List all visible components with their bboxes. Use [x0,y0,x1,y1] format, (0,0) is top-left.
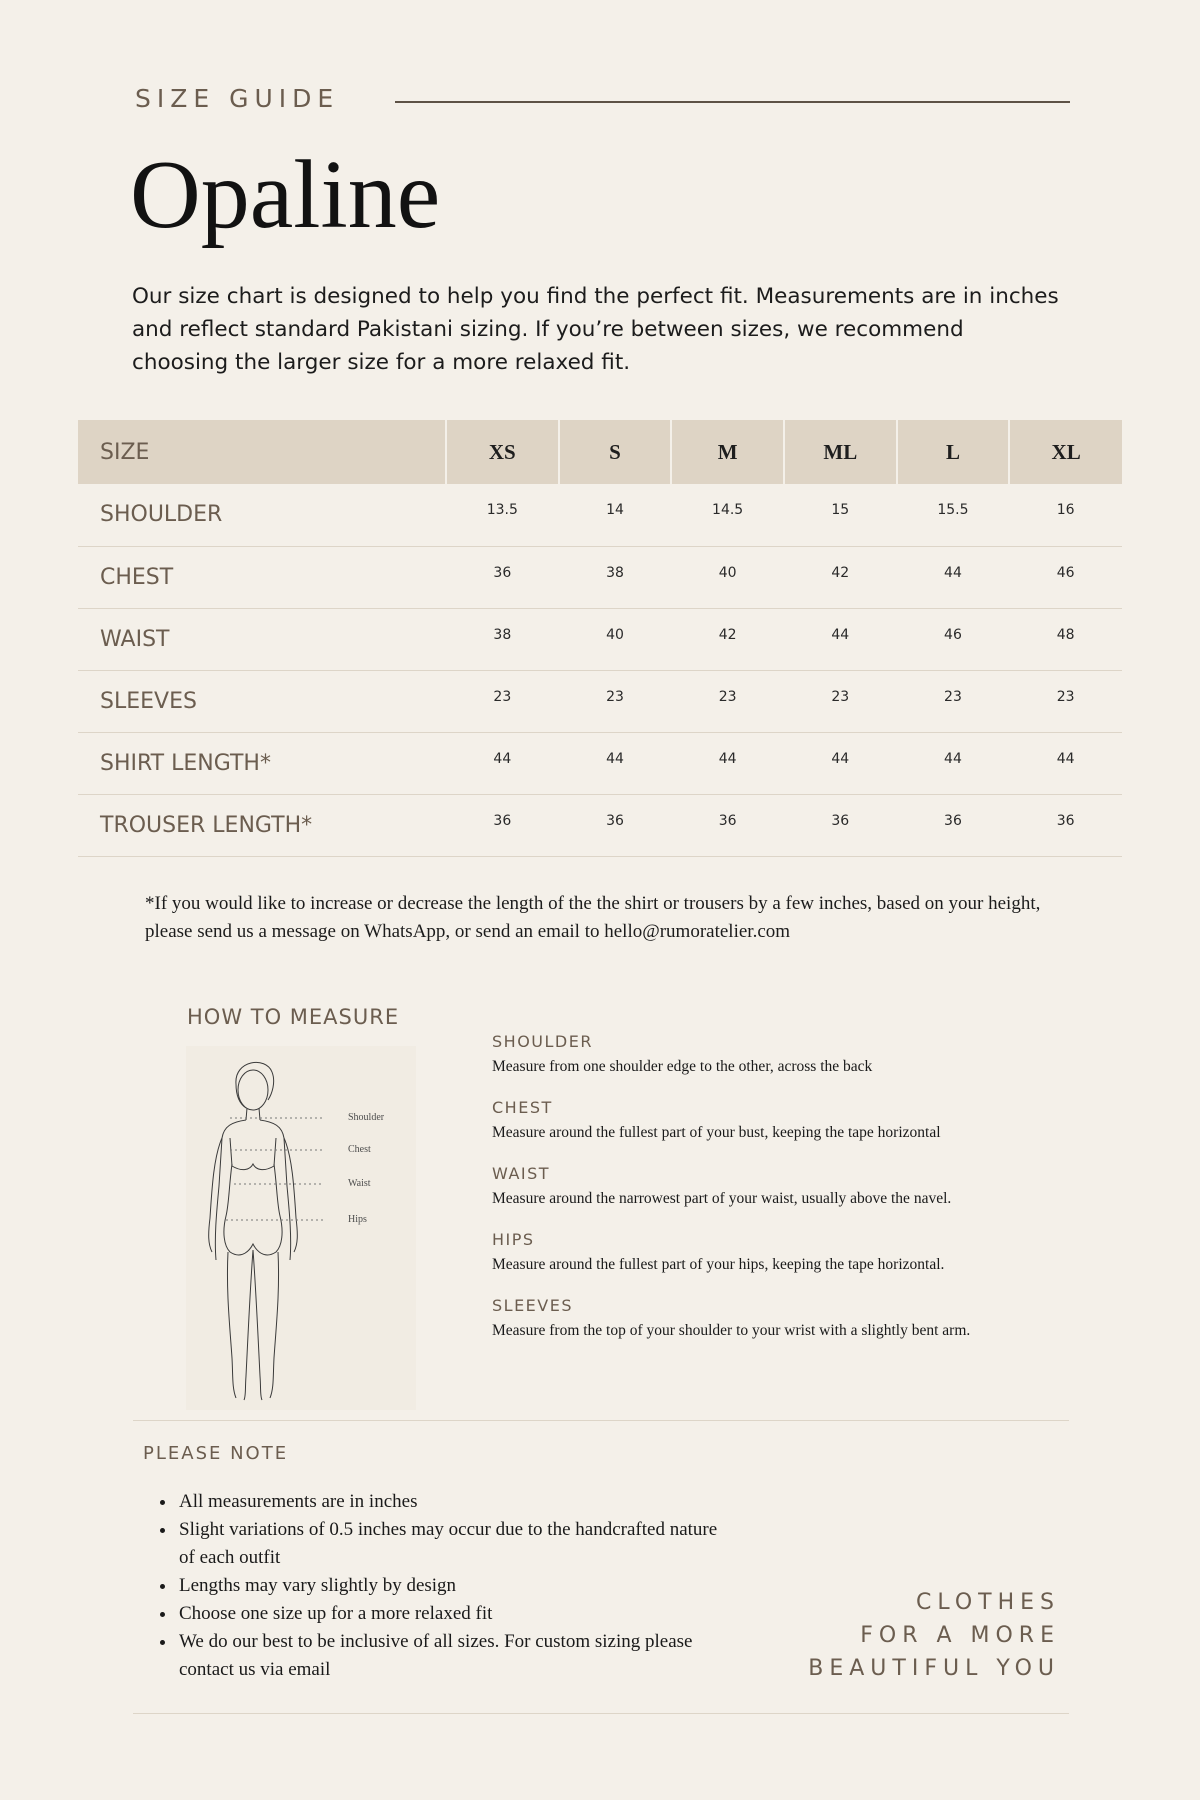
table-cell: 15.5 [937,502,969,518]
tagline-line: FOR A MORE [860,1623,1060,1648]
tagline-line: CLOTHES [916,1590,1060,1615]
table-cell: 36 [493,812,512,829]
body-measurement-figure [186,1046,416,1410]
table-cell: 44 [1056,750,1075,767]
size-column-header: SIZE [78,420,446,484]
instruction-heading: SLEEVES [492,1296,573,1315]
figure-label-waist: Waist [348,1178,371,1189]
instruction-heading: SHOULDER [492,1032,593,1051]
table-cell: 16 [1056,502,1075,518]
table-cell: 14 [606,502,624,518]
table-cell: 13.5 [486,502,518,518]
table-cell: 36 [606,812,624,829]
table-cell: 48 [1056,626,1075,643]
table-cell: 23 [718,688,737,705]
table-row-trouser-length [78,794,1122,856]
size-s-header: S [559,420,672,484]
table-cell: 46 [1056,564,1075,581]
table-row-shoulder [78,484,1122,546]
table-cell: 14.5 [712,502,744,518]
table-cell: 23 [831,688,850,705]
row-label: SHIRT LENGTH* [100,750,271,776]
list-item: • All measurements are in inches [177,1488,737,1516]
list-item: • Slight variations of 0.5 inches may occur due to the handcrafted nature of each outfit [177,1516,737,1572]
table-cell: 40 [718,564,737,581]
instruction-heading: CHEST [492,1098,553,1117]
table-cell: 44 [944,564,962,581]
size-chart-table [78,420,1122,857]
table-cell: 36 [1056,812,1075,829]
instruction-text: Measure from the top of your shoulder to your wrist with a slightly bent arm. [492,1322,971,1339]
table-cell: 36 [718,812,737,829]
instruction-text: Measure around the fullest part of your bust, keeping the tape horizontal [492,1124,941,1141]
how-to-measure-title: HOW TO MEASURE [187,1005,400,1029]
table-cell: 44 [606,750,624,767]
list-item: • Lengths may vary slightly by design [177,1572,737,1600]
row-label: SHOULDER [100,502,223,528]
measurement-instructions [492,1032,1132,1362]
table-cell: 23 [1056,688,1075,705]
instruction-text: Measure around the narrowest part of your waist, usually above the navel. [492,1190,952,1207]
instruction-heading: HIPS [492,1230,535,1249]
instruction-waist [492,1164,1132,1208]
instruction-chest [492,1098,1132,1142]
section-divider [133,1420,1069,1421]
list-item: • We do our best to be inclusive of all sizes. For custom sizing please contact us via email [177,1628,737,1684]
instruction-text: Measure from one shoulder edge to the other, across the back [492,1058,873,1075]
row-label: CHEST [100,564,174,590]
list-item: • Choose one size up for a more relaxed fit [177,1600,737,1628]
table-row-chest [78,546,1122,608]
figure-label-hips: Hips [348,1214,367,1225]
table-cell: 42 [718,626,737,643]
row-label: TROUSER LENGTH* [100,812,313,838]
size-guide-eyebrow: SIZE GUIDE [135,84,340,113]
table-cell: 38 [493,626,512,643]
intro-paragraph: Our size chart is designed to help you find the perfect fit. Measurements are in inches and reflect standard Pakistani sizing. If you’re between sizes, we recommend choosing the larger size for a more relaxed fit. [132,284,1059,375]
size-m-header: M [671,420,784,484]
instruction-sleeves [492,1296,1132,1340]
table-cell: 36 [831,812,850,829]
table-cell: 36 [493,564,512,581]
please-note-list [152,1488,737,1684]
size-xl-header: XL [1009,420,1122,484]
table-cell: 23 [606,688,624,705]
table-cell: 44 [831,626,850,643]
table-row-waist [78,608,1122,670]
figure-label-shoulder: Shoulder [348,1112,385,1123]
table-cell: 15 [831,502,850,518]
table-cell: 42 [831,564,850,581]
row-label: SLEEVES [100,688,197,714]
table-cell: 36 [944,812,962,829]
footer-divider [133,1713,1069,1714]
page-title: Opaline [130,141,441,249]
table-cell: 38 [606,564,624,581]
figure-label-chest: Chest [348,1144,371,1155]
row-label: WAIST [100,626,170,652]
brand-tagline [808,1586,1060,1685]
length-footnote: *If you would like to increase or decrease the length of the the shirt or trousers by a few inches, based on your height, please send us a message on WhatsApp, or send an email to hello@rumoratelier.com [145,893,1041,942]
table-row-sleeves [78,670,1122,732]
eyebrow-rule [395,101,1070,103]
instruction-shoulder [492,1032,1132,1076]
tagline-line: BEAUTIFUL YOU [808,1656,1060,1681]
table-cell: 46 [944,626,962,643]
table-row-shirt-length [78,732,1122,794]
please-note-title: PLEASE NOTE [143,1443,289,1464]
size-xs-header: XS [446,420,559,484]
table-cell: 23 [944,688,962,705]
table-cell: 44 [831,750,850,767]
instruction-text: Measure around the fullest part of your hips, keeping the tape horizontal. [492,1256,945,1273]
instruction-hips [492,1230,1132,1274]
size-ml-header: ML [784,420,897,484]
table-cell: 44 [718,750,737,767]
table-cell: 23 [493,688,512,705]
size-l-header: L [897,420,1010,484]
size-header-row [78,420,1122,484]
body-measurement-figure-icon [186,1046,416,1410]
table-cell: 40 [606,626,624,643]
table-cell: 44 [944,750,962,767]
instruction-heading: WAIST [492,1164,551,1183]
table-cell: 44 [493,750,512,767]
